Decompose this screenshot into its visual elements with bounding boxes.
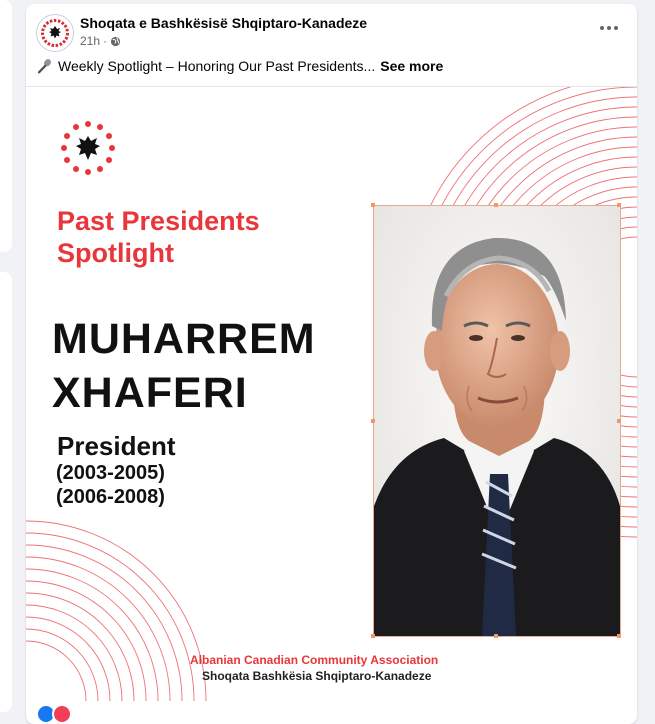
meta-separator: · <box>103 34 108 48</box>
association-name-albanian: Shoqata Bashkësia Shqiptaro-Kanadeze <box>202 669 432 683</box>
globe-icon[interactable] <box>110 36 121 47</box>
eagle-emblem-icon <box>58 119 118 179</box>
page-name-link[interactable]: Shoqata e Bashkësisë Shqiptaro-Kanadeze <box>80 15 368 31</box>
see-more-link[interactable]: See more <box>380 58 444 74</box>
post-card <box>26 4 637 724</box>
president-first-name: MUHARREM <box>52 315 316 363</box>
post-timestamp[interactable]: 21h <box>80 34 101 48</box>
post-body-text: Weekly Spotlight – Honoring Our Past Presidents... <box>58 58 376 74</box>
post-text <box>37 58 443 74</box>
page-avatar[interactable] <box>36 14 74 52</box>
reaction-icons[interactable] <box>36 704 72 724</box>
president-portrait <box>373 205 621 637</box>
president-last-name: XHAFERI <box>52 369 248 417</box>
love-reaction-icon <box>52 704 72 724</box>
more-options-button[interactable] <box>595 18 623 38</box>
microphone-icon <box>37 58 53 74</box>
association-name-english: Albanian Canadian Community Association <box>190 653 439 667</box>
term-years-2: (2006-2008) <box>56 486 165 508</box>
post-image[interactable] <box>26 86 637 701</box>
left-panel-edge <box>0 0 12 252</box>
post-meta <box>80 34 121 48</box>
term-years-1: (2003-2005) <box>56 462 165 484</box>
president-role: President <box>57 431 176 461</box>
association-logo-icon <box>37 15 73 51</box>
spotlight-title: Past Presidents Spotlight <box>57 206 260 268</box>
left-panel-edge <box>0 272 12 712</box>
post-header <box>26 4 637 54</box>
